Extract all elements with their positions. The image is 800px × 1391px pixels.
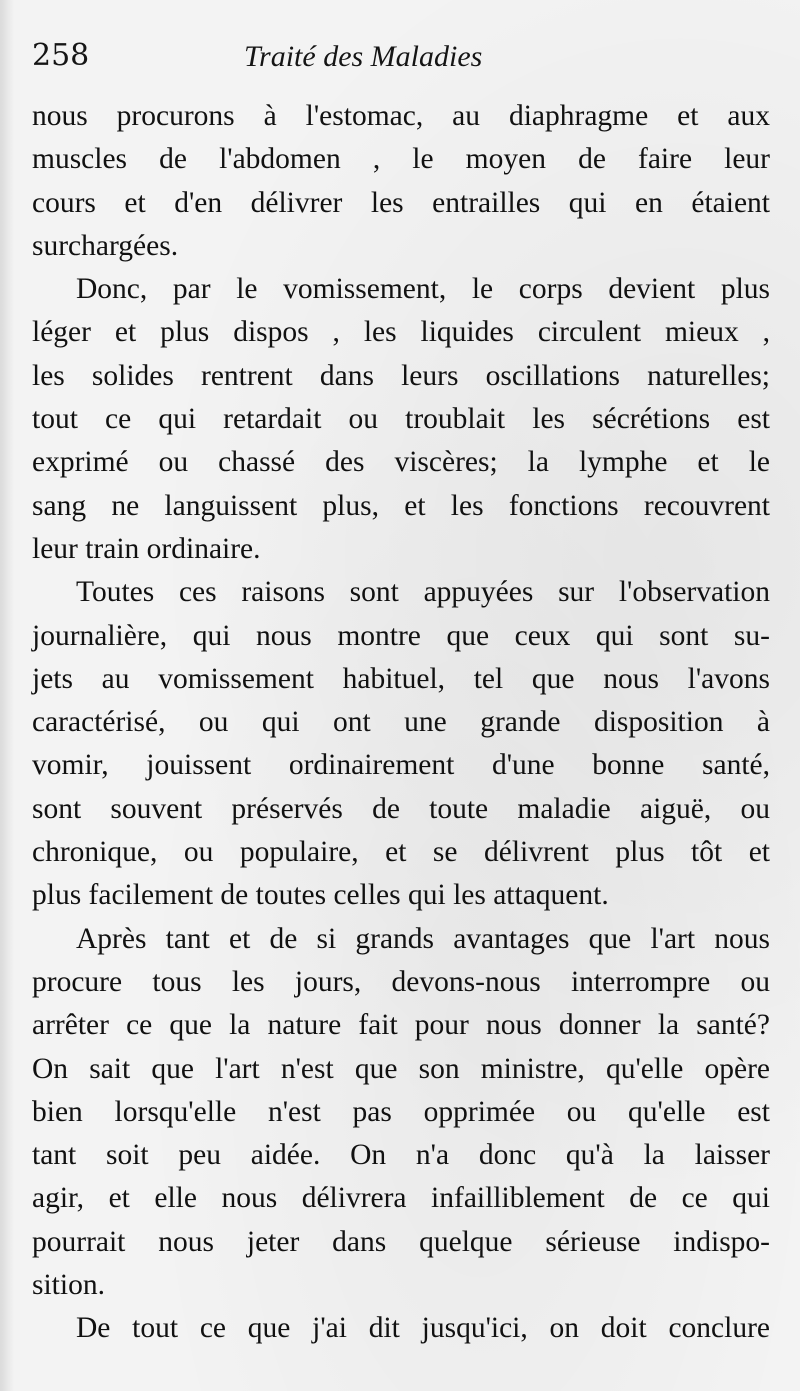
paragraph [32,571,770,917]
paragraph [32,268,770,571]
text-line: leur train ordinaire. [32,532,261,565]
text-line: surchargées. [32,229,179,262]
text-line: Après tant et de si grands avantages que l'art nous [76,922,770,955]
text-line: Toutes ces raisons sont appuyées sur l'observation [76,576,770,609]
text-line: arrêter ce que la nature fait pour nous donner la santé? [32,1009,770,1042]
paragraph [32,95,770,268]
text-line: léger et plus dispos , les liquides circulent mieux , [32,316,770,349]
text-line: exprimé ou chassé des viscères; la lymphe et le [32,446,770,479]
text-line: journalière, qui nous montre que ceux qui sont su- [32,619,770,652]
text-line: agir, et elle nous délivrera infailliblement de ce qui [32,1182,770,1215]
text-line: De tout ce que j'ai dit jusqu'ici, on doit conclure [76,1312,770,1345]
text-line: procure tous les jours, devons-nous interrompre ou [32,965,770,998]
paragraph [32,1307,770,1350]
page-header [30,38,760,84]
body-text [32,95,770,1351]
text-line: sont souvent préservés de toute maladie aiguë, ou [32,792,770,825]
text-line: Donc, par le vomissement, le corps devient plus [76,273,770,306]
page-number: 258 [32,38,90,73]
text-line: sang ne languissent plus, et les fonctions recouvrent [32,489,770,522]
text-line: caractérisé, ou qui ont une grande disposition à [32,706,770,739]
text-line: On sait que l'art n'est que son ministre, qu'elle opère [32,1052,770,1085]
text-line: bien lorsqu'elle n'est pas opprimée ou qu'elle est [32,1095,770,1128]
running-title: Traité des Maladies [244,40,483,73]
text-line: cours et d'en délivrer les entrailles qui en étaient [32,186,770,219]
text-line: muscles de l'abdomen , le moyen de faire leur [32,143,770,176]
text-line: tout ce qui retardait ou troublait les sécrétions est [32,403,770,436]
text-line: nous procurons à l'estomac, au diaphragme et aux [32,100,770,132]
text-line: sition. [32,1269,105,1302]
text-line: vomir, jouissent ordinairement d'une bonne santé, [32,749,770,782]
paragraph [32,918,770,1308]
text-line: chronique, ou populaire, et se délivrent plus tôt et [32,836,770,869]
text-line: pourrait nous jeter dans quelque sérieuse indispo- [32,1225,770,1258]
text-line: jets au vomissement habituel, tel que nous l'avons [32,662,770,695]
text-line: les solides rentrent dans leurs oscillations naturelles; [32,359,770,392]
text-line: plus facilement de toutes celles qui les attaquent. [32,879,609,912]
text-line: tant soit peu aidée. On n'a donc qu'à la laisser [32,1139,770,1172]
